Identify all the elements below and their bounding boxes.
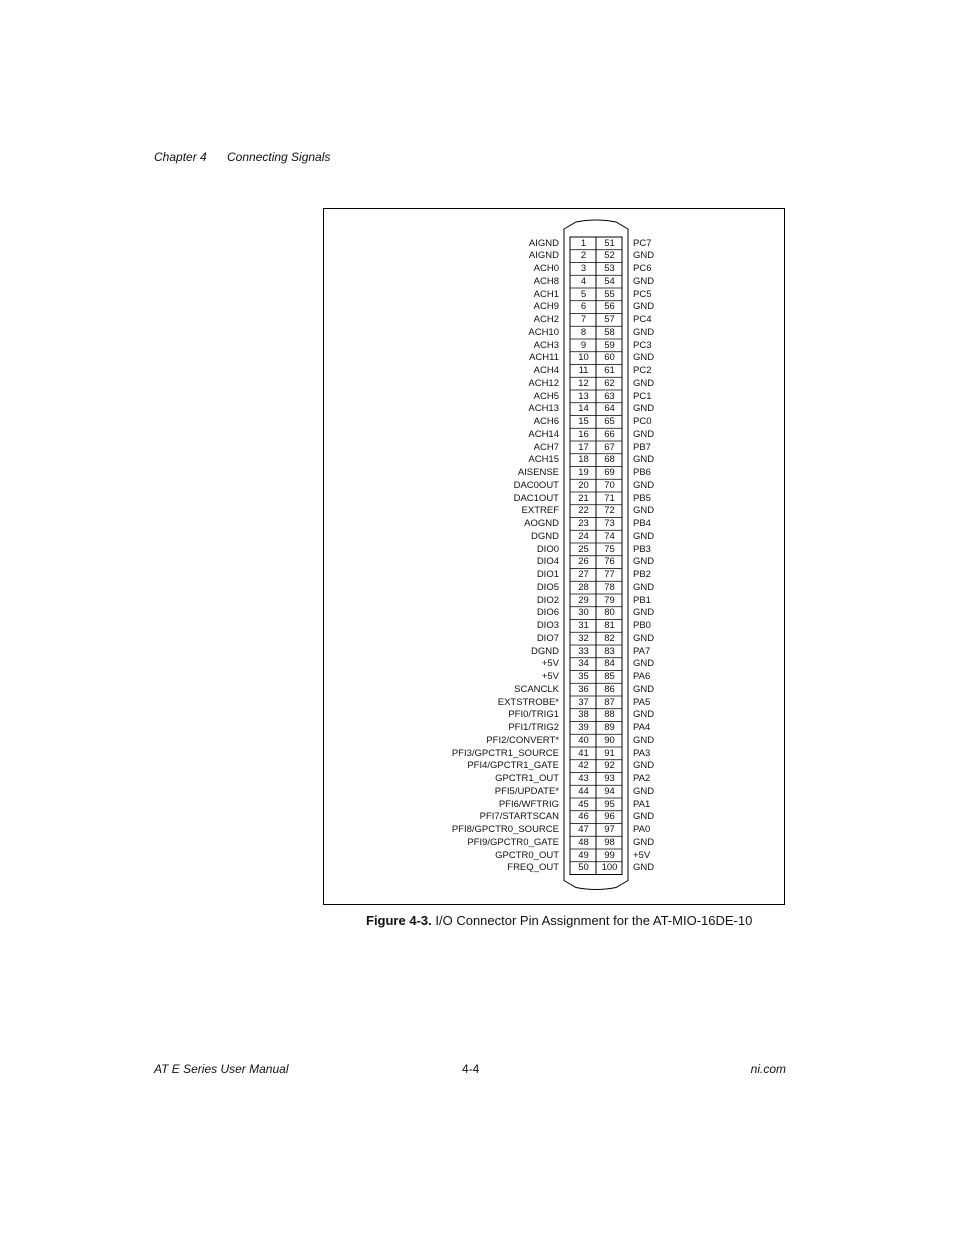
right-pin-number: 64	[604, 403, 615, 415]
left-signal-label: DIO6	[536, 607, 559, 619]
right-signal-label: GND	[633, 505, 655, 517]
right-signal-label: GND	[633, 479, 655, 491]
left-pin-number: 29	[578, 594, 589, 606]
left-pin-number: 8	[580, 326, 587, 338]
right-signal-label: GND	[633, 275, 655, 287]
right-signal-label: GND	[633, 403, 655, 415]
right-signal-label: PB7	[633, 441, 651, 453]
right-pin-number: 58	[604, 326, 615, 338]
right-signal-label: GND	[633, 352, 655, 364]
left-signal-label: PFI0/TRIG1	[508, 709, 559, 721]
right-pin-number: 69	[604, 467, 615, 478]
right-pin-number: 53	[604, 263, 615, 274]
right-pin-number: 83	[604, 645, 615, 657]
left-signal-label: ACH14	[528, 428, 559, 440]
right-pin-number: 52	[604, 250, 615, 262]
left-signal-label: DIO2	[536, 594, 559, 606]
left-signal-label: PFI1/TRIG2	[508, 722, 559, 733]
left-signal-label: PFI4/GPCTR1_GATE	[467, 760, 559, 772]
left-pin-number: 50	[578, 862, 589, 874]
right-signal-label: PB0	[633, 620, 651, 631]
left-pin-number: 10	[578, 352, 589, 364]
right-signal-label: GND	[633, 760, 655, 772]
left-signal-label: +5V	[541, 671, 559, 682]
right-pin-number: 59	[604, 339, 615, 351]
left-signal-label: FREQ_OUT	[507, 862, 559, 874]
right-pin-number: 97	[604, 824, 615, 835]
left-signal-label: ACH2	[533, 314, 559, 325]
right-signal-label: PA3	[633, 747, 651, 759]
right-signal-label: +5V	[633, 849, 651, 861]
right-signal-label: PB1	[633, 594, 651, 606]
right-pin-number: 70	[604, 479, 615, 491]
right-pin-number: 94	[604, 785, 615, 797]
right-signal-label: GND	[633, 530, 655, 542]
header-title: Connecting Signals	[227, 150, 331, 164]
right-signal-label: GND	[633, 658, 655, 670]
right-signal-label: PA0	[633, 824, 651, 835]
left-pin-number: 2	[580, 250, 587, 262]
left-signal-label: GPCTR0_OUT	[495, 849, 559, 861]
right-signal-label: GND	[633, 454, 655, 466]
right-signal-label: GND	[633, 862, 655, 874]
left-pin-number: 26	[578, 556, 589, 568]
right-signal-label: GND	[633, 250, 655, 262]
left-signal-label: ACH13	[528, 403, 559, 415]
left-pin-number: 11	[578, 365, 589, 376]
left-signal-label: DIO5	[536, 581, 559, 593]
left-signal-label: +5V	[541, 658, 559, 670]
left-pin-number: 24	[578, 530, 589, 542]
left-signal-label: ACH0	[533, 263, 559, 274]
right-pin-number: 71	[604, 492, 615, 504]
left-pin-number: 40	[578, 734, 589, 746]
right-signal-label: GND	[633, 428, 655, 440]
right-signal-label: GND	[633, 683, 655, 695]
left-signal-label: GPCTR1_OUT	[495, 773, 559, 784]
left-pin-number: 47	[578, 824, 589, 835]
left-pin-number: 4	[580, 275, 587, 287]
right-signal-label: GND	[633, 581, 655, 593]
left-signal-label: SCANCLK	[514, 683, 559, 695]
right-signal-label: PB5	[633, 492, 651, 504]
right-signal-label: GND	[633, 607, 655, 619]
right-pin-number: 55	[604, 288, 615, 300]
right-signal-label: PC3	[633, 339, 652, 351]
left-pin-number: 16	[578, 428, 589, 440]
left-signal-label: ACH9	[533, 301, 559, 313]
left-pin-number: 13	[578, 390, 589, 402]
left-pin-number: 41	[578, 747, 589, 759]
right-pin-number: 60	[604, 352, 615, 364]
left-pin-number: 5	[580, 288, 587, 300]
right-signal-label: PA1	[633, 798, 651, 810]
left-pin-number: 15	[578, 416, 589, 427]
left-signal-label: AIGND	[528, 250, 559, 262]
left-signal-label: AOGND	[524, 518, 559, 529]
left-signal-label: ACH6	[533, 416, 559, 427]
right-pin-number: 100	[601, 862, 618, 874]
right-pin-number: 79	[604, 594, 615, 606]
right-pin-number: 68	[604, 454, 615, 466]
left-pin-number: 37	[578, 696, 589, 708]
left-pin-number: 21	[578, 492, 589, 504]
left-pin-number: 14	[578, 403, 589, 415]
right-signal-label: GND	[633, 556, 655, 568]
right-pin-number: 66	[604, 428, 615, 440]
figure-frame	[323, 208, 785, 905]
left-signal-label: DAC1OUT	[513, 492, 559, 504]
left-pin-number: 44	[578, 785, 589, 797]
right-signal-label: GND	[633, 785, 655, 797]
left-pin-number: 35	[578, 671, 589, 682]
right-signal-label: GND	[633, 301, 655, 313]
left-pin-number: 31	[578, 620, 589, 631]
left-pin-number: 3	[580, 263, 587, 274]
right-pin-number: 75	[604, 543, 615, 555]
footer-manual-title: AT E Series User Manual	[154, 1062, 289, 1076]
right-signal-label: PC2	[633, 365, 652, 376]
right-pin-number: 65	[604, 416, 615, 427]
footer-website: ni.com	[750, 1062, 786, 1076]
right-pin-number: 74	[604, 530, 615, 542]
right-pin-number: 67	[604, 441, 615, 453]
caption-text: I/O Connector Pin Assignment for the AT-MIO-16DE-10	[435, 913, 753, 928]
right-signal-label: PC1	[633, 390, 652, 402]
left-signal-label: ACH10	[528, 326, 559, 338]
right-pin-number: 86	[604, 683, 615, 695]
left-signal-label: DIO1	[536, 569, 559, 580]
left-pin-number: 1	[580, 237, 587, 249]
left-pin-number: 48	[578, 836, 589, 848]
right-pin-number: 89	[604, 722, 615, 733]
left-signal-label: AIGND	[528, 237, 559, 249]
left-signal-label: DIO7	[536, 632, 559, 644]
right-signal-label: PA2	[633, 773, 651, 784]
left-pin-number: 6	[580, 301, 587, 313]
left-pin-number: 49	[578, 849, 589, 861]
left-pin-number: 25	[578, 543, 589, 555]
right-pin-number: 61	[604, 365, 615, 376]
right-pin-number: 73	[604, 518, 615, 529]
left-signal-label: DIO4	[536, 556, 559, 568]
left-pin-number: 39	[578, 722, 589, 733]
figure-caption	[366, 913, 752, 928]
right-pin-number: 62	[604, 377, 615, 389]
left-pin-number: 27	[578, 569, 589, 580]
left-pin-number: 9	[580, 339, 587, 351]
left-signal-label: ACH5	[533, 390, 559, 402]
left-pin-number: 18	[578, 454, 589, 466]
right-signal-label: GND	[633, 326, 655, 338]
right-pin-number: 96	[604, 811, 615, 823]
left-pin-number: 34	[578, 658, 589, 670]
right-pin-number: 57	[604, 314, 615, 325]
right-pin-number: 51	[604, 237, 615, 249]
right-signal-label: GND	[633, 734, 655, 746]
left-signal-label: PFI6/WFTRIG	[498, 798, 559, 810]
left-pin-number: 7	[580, 314, 587, 325]
left-pin-number: 12	[578, 377, 589, 389]
right-pin-number: 54	[604, 275, 615, 287]
left-signal-label: ACH3	[533, 339, 559, 351]
left-signal-label: PFI8/GPCTR0_SOURCE	[451, 824, 559, 835]
right-signal-label: GND	[633, 377, 655, 389]
right-pin-number: 99	[604, 849, 615, 861]
left-pin-number: 32	[578, 632, 589, 644]
right-signal-label: PC4	[633, 314, 652, 325]
left-signal-label: PFI9/GPCTR0_GATE	[467, 836, 559, 848]
left-pin-number: 22	[578, 505, 589, 517]
right-pin-number: 72	[604, 505, 615, 517]
right-pin-number: 90	[604, 734, 615, 746]
right-pin-number: 84	[604, 658, 615, 670]
left-signal-label: EXTREF	[521, 505, 559, 517]
right-signal-label: PC7	[633, 237, 652, 249]
left-pin-number: 45	[578, 798, 589, 810]
footer-page-number: 4-4	[462, 1062, 480, 1076]
right-pin-number: 95	[604, 798, 615, 810]
left-signal-label: ACH12	[528, 377, 559, 389]
left-pin-number: 43	[578, 773, 589, 784]
left-signal-label: ACH7	[533, 441, 559, 453]
right-signal-label: PA6	[633, 671, 651, 682]
right-signal-label: PB6	[633, 467, 651, 478]
left-signal-label: ACH11	[529, 352, 559, 364]
right-signal-label: PC5	[633, 288, 652, 300]
right-pin-number: 56	[604, 301, 615, 313]
left-pin-number: 23	[578, 518, 589, 529]
right-pin-number: 91	[604, 747, 615, 759]
right-signal-label: GND	[633, 836, 655, 848]
left-signal-label: PFI5/UPDATE*	[494, 785, 559, 797]
right-pin-number: 87	[604, 696, 615, 708]
left-signal-label: DIO3	[536, 620, 559, 631]
left-pin-number: 30	[578, 607, 589, 619]
left-pin-number: 20	[578, 479, 589, 491]
right-pin-number: 63	[604, 390, 615, 402]
right-signal-label: PB3	[633, 543, 651, 555]
right-signal-label: PB2	[633, 569, 651, 580]
left-signal-label: DAC0OUT	[513, 479, 559, 491]
right-pin-number: 82	[604, 632, 615, 644]
right-pin-number: 98	[604, 836, 615, 848]
left-signal-label: DGND	[531, 530, 559, 542]
right-signal-label: GND	[633, 709, 655, 721]
right-pin-number: 85	[604, 671, 615, 682]
right-signal-label: GND	[633, 632, 655, 644]
right-pin-number: 92	[604, 760, 615, 772]
right-signal-label: GND	[633, 811, 655, 823]
left-signal-label: ACH4	[533, 365, 559, 376]
left-pin-number: 28	[578, 581, 589, 593]
left-signal-label: ACH8	[533, 275, 559, 287]
left-signal-label: DIO0	[536, 543, 559, 555]
right-signal-label: PB4	[633, 518, 651, 529]
left-signal-label: PFI2/CONVERT*	[486, 734, 559, 746]
left-signal-label: EXTSTROBE*	[497, 696, 559, 708]
left-signal-label: PFI3/GPCTR1_SOURCE	[451, 747, 559, 759]
caption-label: Figure 4-3.	[366, 913, 432, 928]
right-pin-number: 80	[604, 607, 615, 619]
right-signal-label: PA4	[633, 722, 651, 733]
left-signal-label: ACH15	[528, 454, 559, 466]
left-signal-label: PFI7/STARTSCAN	[479, 811, 559, 823]
right-pin-number: 88	[604, 709, 615, 721]
left-pin-number: 33	[578, 645, 589, 657]
left-pin-number: 17	[578, 441, 589, 453]
right-signal-label: PC0	[633, 416, 652, 427]
left-signal-label: AISENSE	[517, 467, 559, 478]
left-pin-number: 42	[578, 760, 589, 772]
left-signal-label: ACH1	[533, 288, 559, 300]
right-pin-number: 76	[604, 556, 615, 568]
right-pin-number: 81	[604, 620, 615, 631]
left-signal-label: DGND	[531, 645, 559, 657]
left-pin-number: 36	[578, 683, 589, 695]
left-pin-number: 46	[578, 811, 589, 823]
left-pin-number: 38	[578, 709, 589, 721]
right-signal-label: PA7	[633, 645, 651, 657]
right-pin-number: 78	[604, 581, 615, 593]
left-pin-number: 19	[578, 467, 589, 478]
right-pin-number: 93	[604, 773, 615, 784]
right-signal-label: PA5	[633, 696, 651, 708]
right-signal-label: PC6	[633, 263, 652, 274]
right-pin-number: 77	[604, 569, 615, 580]
header-chapter: Chapter 4	[154, 150, 207, 164]
